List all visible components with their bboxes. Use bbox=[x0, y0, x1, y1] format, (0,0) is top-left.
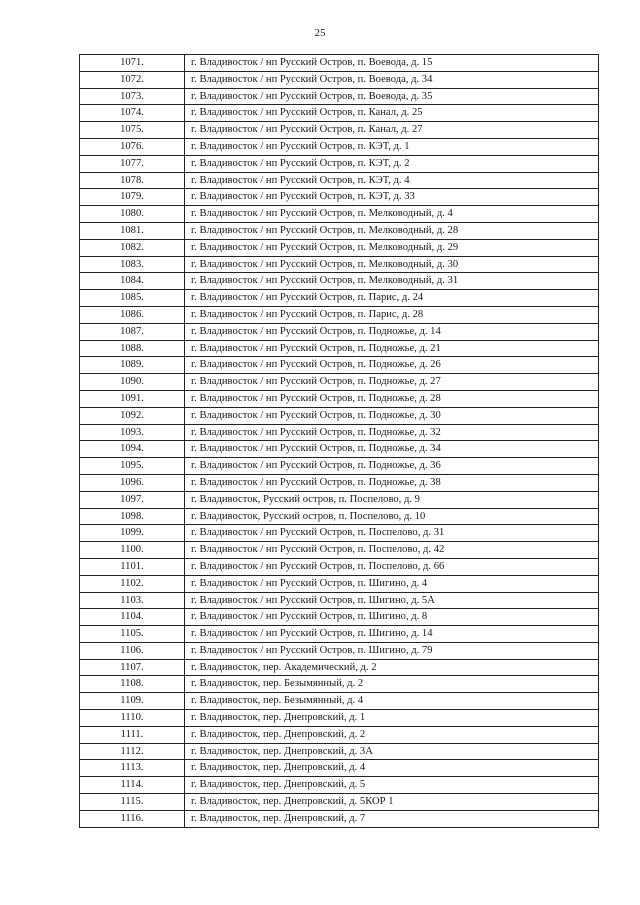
table-row bbox=[80, 155, 599, 172]
row-number: 1091. bbox=[80, 390, 185, 407]
row-address: г. Владивосток / нп Русский Остров, п. Шигино, д. 8 bbox=[185, 609, 599, 626]
table-row bbox=[80, 575, 599, 592]
row-address: г. Владивосток / нп Русский Остров, п. Парис, д. 24 bbox=[185, 290, 599, 307]
table-row bbox=[80, 458, 599, 475]
row-address: г. Владивосток / нп Русский Остров, п. КЭТ, д. 2 bbox=[185, 155, 599, 172]
row-number: 1082. bbox=[80, 239, 185, 256]
row-number: 1073. bbox=[80, 88, 185, 105]
table-row bbox=[80, 323, 599, 340]
table-row bbox=[80, 777, 599, 794]
row-number: 1080. bbox=[80, 206, 185, 223]
row-address: г. Владивосток, пер. Днепровский, д. 2 bbox=[185, 726, 599, 743]
row-number: 1096. bbox=[80, 474, 185, 491]
row-address: г. Владивосток / нп Русский Остров, п. Поспелово, д. 66 bbox=[185, 558, 599, 575]
row-number: 1090. bbox=[80, 374, 185, 391]
row-number: 1105. bbox=[80, 626, 185, 643]
table-row bbox=[80, 558, 599, 575]
table-row bbox=[80, 592, 599, 609]
row-number: 1072. bbox=[80, 71, 185, 88]
row-number: 1088. bbox=[80, 340, 185, 357]
row-number: 1089. bbox=[80, 357, 185, 374]
row-address: г. Владивосток / нп Русский Остров, п. Подножье, д. 21 bbox=[185, 340, 599, 357]
row-address: г. Владивосток / нп Русский Остров, п. Подножье, д. 14 bbox=[185, 323, 599, 340]
table-row bbox=[80, 676, 599, 693]
table-row bbox=[80, 525, 599, 542]
row-number: 1083. bbox=[80, 256, 185, 273]
table-row bbox=[80, 626, 599, 643]
row-address: г. Владивосток / нп Русский Остров, п. Подножье, д. 36 bbox=[185, 458, 599, 475]
table-row bbox=[80, 138, 599, 155]
table-row bbox=[80, 222, 599, 239]
row-address: г. Владивосток / нп Русский Остров, п. Подножье, д. 28 bbox=[185, 390, 599, 407]
table-row bbox=[80, 726, 599, 743]
row-number: 1110. bbox=[80, 710, 185, 727]
row-number: 1074. bbox=[80, 105, 185, 122]
row-address: г. Владивосток / нп Русский Остров, п. Шигино, д. 5А bbox=[185, 592, 599, 609]
row-address: г. Владивосток, пер. Безымянный, д. 4 bbox=[185, 693, 599, 710]
table-row bbox=[80, 306, 599, 323]
row-address: г. Владивосток, пер. Днепровский, д. 3А bbox=[185, 743, 599, 760]
row-address: г. Владивосток, пер. Днепровский, д. 1 bbox=[185, 710, 599, 727]
row-address: г. Владивосток, пер. Академический, д. 2 bbox=[185, 659, 599, 676]
row-number: 1075. bbox=[80, 122, 185, 139]
row-number: 1098. bbox=[80, 508, 185, 525]
row-address: г. Владивосток / нп Русский Остров, п. КЭТ, д. 1 bbox=[185, 138, 599, 155]
row-number: 1077. bbox=[80, 155, 185, 172]
table-row bbox=[80, 659, 599, 676]
row-number: 1109. bbox=[80, 693, 185, 710]
row-address: г. Владивосток / нп Русский Остров, п. Поспелово, д. 31 bbox=[185, 525, 599, 542]
row-number: 1094. bbox=[80, 441, 185, 458]
table-row bbox=[80, 357, 599, 374]
row-address: г. Владивосток / нп Русский Остров, п. Мелководный, д. 4 bbox=[185, 206, 599, 223]
table-row bbox=[80, 474, 599, 491]
row-address: г. Владивосток, пер. Безымянный, д. 2 bbox=[185, 676, 599, 693]
row-address: г. Владивосток / нп Русский Остров, п. КЭТ, д. 33 bbox=[185, 189, 599, 206]
row-address: г. Владивосток, Русский остров, п. Поспелово, д. 9 bbox=[185, 491, 599, 508]
page-number: 25 bbox=[314, 27, 326, 39]
table-row bbox=[80, 88, 599, 105]
row-address: г. Владивосток / нп Русский Остров, п. Шигино, д. 4 bbox=[185, 575, 599, 592]
row-address: г. Владивосток / нп Русский Остров, п. Подножье, д. 27 bbox=[185, 374, 599, 391]
row-address: г. Владивосток / нп Русский Остров, п. Шигино, д. 79 bbox=[185, 642, 599, 659]
row-number: 1108. bbox=[80, 676, 185, 693]
row-address: г. Владивосток, пер. Днепровский, д. 4 bbox=[185, 760, 599, 777]
row-number: 1087. bbox=[80, 323, 185, 340]
address-table-body bbox=[80, 55, 599, 828]
table-row bbox=[80, 105, 599, 122]
row-number: 1081. bbox=[80, 222, 185, 239]
row-number: 1097. bbox=[80, 491, 185, 508]
row-number: 1102. bbox=[80, 575, 185, 592]
row-number: 1078. bbox=[80, 172, 185, 189]
row-address: г. Владивосток, пер. Днепровский, д. 5 bbox=[185, 777, 599, 794]
row-number: 1095. bbox=[80, 458, 185, 475]
row-number: 1115. bbox=[80, 794, 185, 811]
table-row bbox=[80, 374, 599, 391]
row-number: 1092. bbox=[80, 407, 185, 424]
row-number: 1103. bbox=[80, 592, 185, 609]
table-row bbox=[80, 710, 599, 727]
row-address: г. Владивосток / нп Русский Остров, п. Воевода, д. 35 bbox=[185, 88, 599, 105]
table-row bbox=[80, 609, 599, 626]
row-number: 1085. bbox=[80, 290, 185, 307]
row-number: 1113. bbox=[80, 760, 185, 777]
row-number: 1099. bbox=[80, 525, 185, 542]
table-row bbox=[80, 290, 599, 307]
table-row bbox=[80, 71, 599, 88]
row-number: 1111. bbox=[80, 726, 185, 743]
table-row bbox=[80, 810, 599, 827]
row-address: г. Владивосток / нп Русский Остров, п. Мелководный, д. 28 bbox=[185, 222, 599, 239]
row-address: г. Владивосток / нп Русский Остров, п. Подножье, д. 30 bbox=[185, 407, 599, 424]
table-row bbox=[80, 340, 599, 357]
row-address: г. Владивосток / нп Русский Остров, п. Подножье, д. 32 bbox=[185, 424, 599, 441]
row-address: г. Владивосток / нп Русский Остров, п. Воевода, д. 15 bbox=[185, 55, 599, 72]
table-row bbox=[80, 794, 599, 811]
table-row bbox=[80, 642, 599, 659]
table-row bbox=[80, 239, 599, 256]
row-number: 1101. bbox=[80, 558, 185, 575]
row-address: г. Владивосток / нп Русский Остров, п. Парис, д. 28 bbox=[185, 306, 599, 323]
row-number: 1076. bbox=[80, 138, 185, 155]
row-number: 1116. bbox=[80, 810, 185, 827]
row-number: 1104. bbox=[80, 609, 185, 626]
row-number: 1114. bbox=[80, 777, 185, 794]
row-number: 1086. bbox=[80, 306, 185, 323]
table-row bbox=[80, 693, 599, 710]
table-row bbox=[80, 760, 599, 777]
row-number: 1093. bbox=[80, 424, 185, 441]
table-row bbox=[80, 55, 599, 72]
row-address: г. Владивосток / нп Русский Остров, п. Шигино, д. 14 bbox=[185, 626, 599, 643]
row-address: г. Владивосток / нп Русский Остров, п. Канал, д. 27 bbox=[185, 122, 599, 139]
row-address: г. Владивосток, пер. Днепровский, д. 7 bbox=[185, 810, 599, 827]
row-number: 1106. bbox=[80, 642, 185, 659]
table-row bbox=[80, 424, 599, 441]
table-row bbox=[80, 407, 599, 424]
row-address: г. Владивосток / нп Русский Остров, п. Поспелово, д. 42 bbox=[185, 542, 599, 559]
row-address: г. Владивосток / нп Русский Остров, п. Мелководный, д. 31 bbox=[185, 273, 599, 290]
row-address: г. Владивосток / нп Русский Остров, п. Канал, д. 25 bbox=[185, 105, 599, 122]
row-address: г. Владивосток, пер. Днепровский, д. 5КОР 1 bbox=[185, 794, 599, 811]
table-row bbox=[80, 743, 599, 760]
row-address: г. Владивосток / нп Русский Остров, п. Мелководный, д. 29 bbox=[185, 239, 599, 256]
row-number: 1107. bbox=[80, 659, 185, 676]
address-table bbox=[79, 54, 599, 828]
table-row bbox=[80, 491, 599, 508]
table-row bbox=[80, 273, 599, 290]
row-number: 1084. bbox=[80, 273, 185, 290]
row-address: г. Владивосток / нп Русский Остров, п. Подножье, д. 34 bbox=[185, 441, 599, 458]
table-row bbox=[80, 256, 599, 273]
table-row bbox=[80, 206, 599, 223]
row-number: 1079. bbox=[80, 189, 185, 206]
row-number: 1071. bbox=[80, 55, 185, 72]
row-address: г. Владивосток / нп Русский Остров, п. Мелководный, д. 30 bbox=[185, 256, 599, 273]
table-row bbox=[80, 508, 599, 525]
table-row bbox=[80, 189, 599, 206]
table-row bbox=[80, 122, 599, 139]
table-row bbox=[80, 441, 599, 458]
row-number: 1112. bbox=[80, 743, 185, 760]
table-row bbox=[80, 542, 599, 559]
row-number: 1100. bbox=[80, 542, 185, 559]
row-address: г. Владивосток, Русский остров, п. Поспелово, д. 10 bbox=[185, 508, 599, 525]
row-address: г. Владивосток / нп Русский Остров, п. Подножье, д. 38 bbox=[185, 474, 599, 491]
table-row bbox=[80, 390, 599, 407]
table-row bbox=[80, 172, 599, 189]
row-address: г. Владивосток / нп Русский Остров, п. Подножье, д. 26 bbox=[185, 357, 599, 374]
row-address: г. Владивосток / нп Русский Остров, п. КЭТ, д. 4 bbox=[185, 172, 599, 189]
row-address: г. Владивосток / нп Русский Остров, п. Воевода, д. 34 bbox=[185, 71, 599, 88]
